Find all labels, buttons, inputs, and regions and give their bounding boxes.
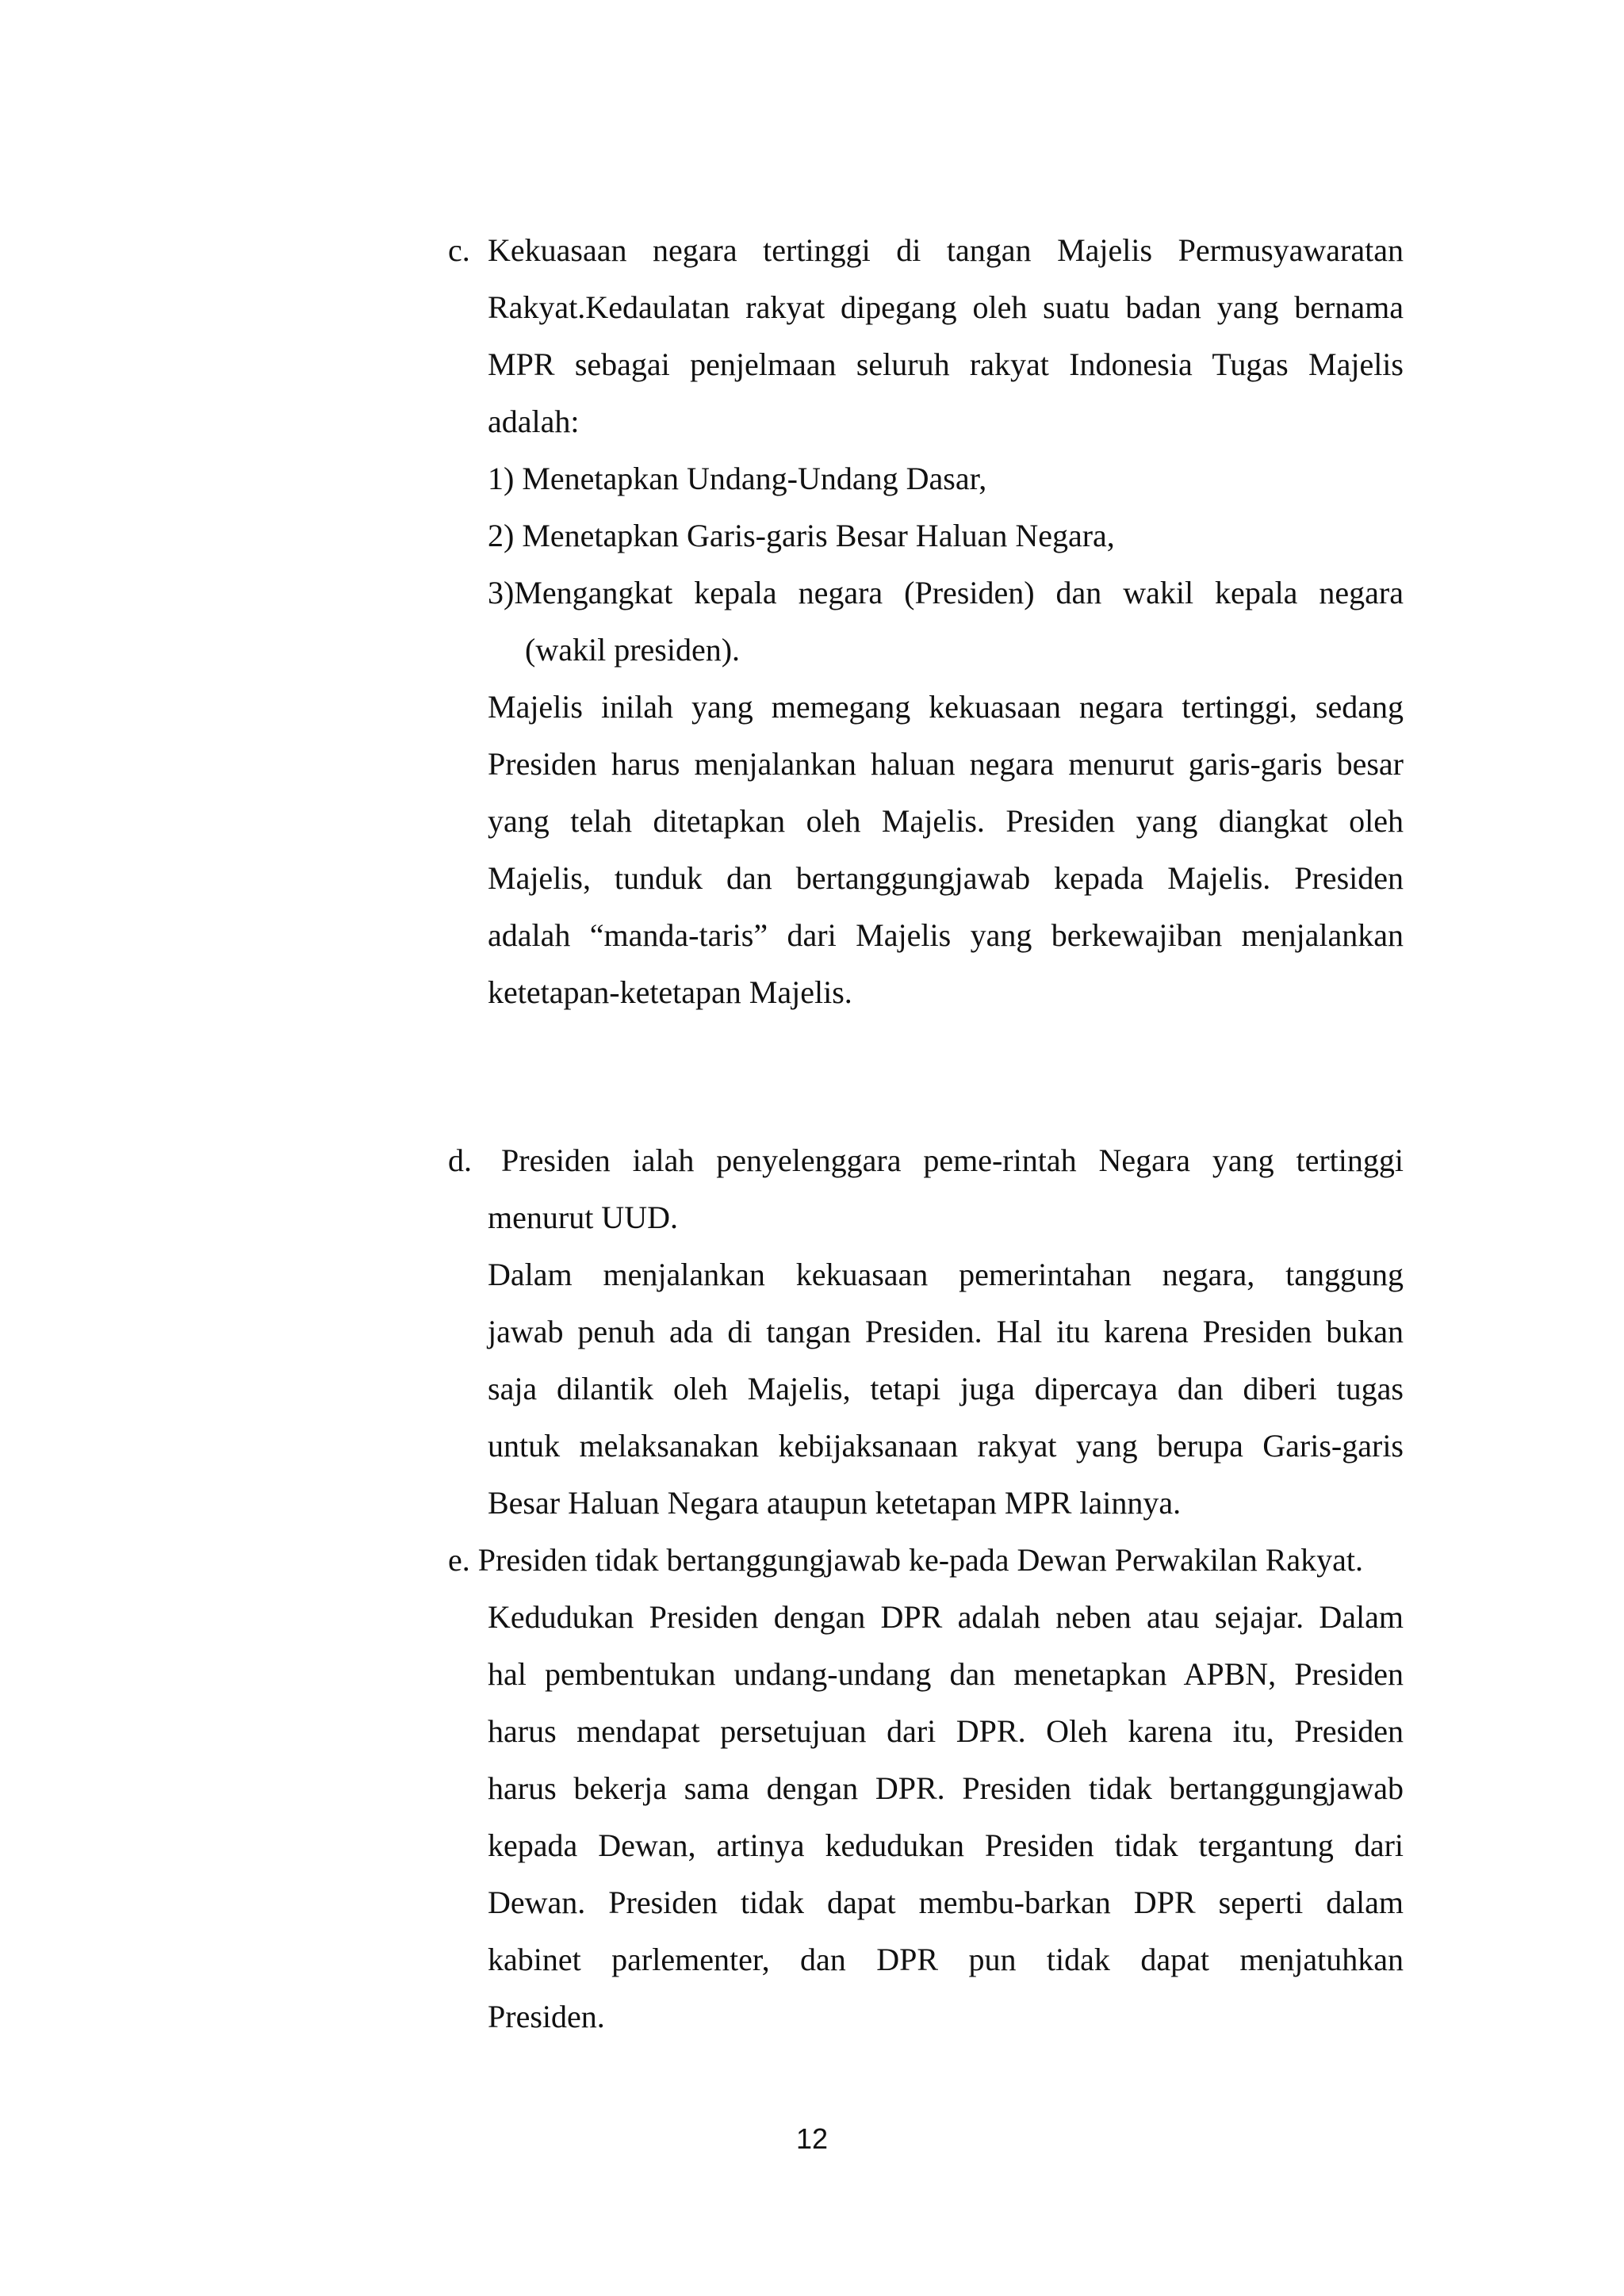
section-d-paragraph-line: saja dilantik oleh Majelis, tetapi juga dipercaya dan diberi tugas (488, 1371, 1404, 1406)
section-c-line: MPR sebagai penjelmaan seluruh rakyat Indonesia Tugas Majelis (488, 346, 1404, 382)
section-e-heading: e. Presiden tidak bertanggungjawab ke-pada Dewan Perwakilan Rakyat. (448, 1542, 1364, 1578)
section-e-paragraph-line: kabinet parlementer, dan DPR pun tidak dapat menjatuhkan (488, 1942, 1404, 1977)
section-c-paragraph-line: Majelis inilah yang memegang kekuasaan negara tertinggi, sedang (488, 689, 1404, 725)
section-e-paragraph-line: kepada Dewan, artinya kedudukan Presiden tidak tergantung dari (488, 1827, 1404, 1863)
section-e-paragraph-line: harus bekerja sama dengan DPR. Presiden tidak bertanggungjawab (488, 1770, 1404, 1806)
section-e-paragraph-line: harus mendapat persetujuan dari DPR. Oleh karena itu, Presiden (488, 1713, 1404, 1749)
section-d-paragraph-line: jawab penuh ada di tangan Presiden. Hal itu karena Presiden bukan (488, 1314, 1404, 1349)
section-d-paragraph-line: Dalam menjalankan kekuasaan pemerintahan negara, tanggung (488, 1257, 1404, 1292)
section-e-paragraph-line: Kedudukan Presiden dengan DPR adalah neben atau sejajar. Dalam (488, 1599, 1404, 1635)
section-c-paragraph-line: adalah “manda-taris” dari Majelis yang berkewajiban menjalankan (488, 917, 1404, 953)
section-d-paragraph-line: untuk melaksanakan kebijaksanaan rakyat yang berupa Garis-garis (488, 1428, 1404, 1464)
section-c-list-item: 3)Mengangkat kepala negara (Presiden) dan wakil kepala negara (488, 575, 1404, 610)
section-c-list-item: 2) Menetapkan Garis-garis Besar Haluan Negara, (488, 518, 1115, 553)
section-c-list-item: 1) Menetapkan Undang-Undang Dasar, (488, 461, 987, 496)
section-c-marker: c. (448, 232, 470, 268)
section-e-paragraph-line: hal pembentukan undang-undang dan menetapkan APBN, Presiden (488, 1656, 1404, 1692)
section-c-paragraph-line: Majelis, tunduk dan bertanggungjawab kepada Majelis. Presiden (488, 860, 1404, 896)
section-c-line: Rakyat.Kedaulatan rakyat dipegang oleh suatu badan yang bernama (488, 289, 1404, 325)
section-d-line: Presiden ialah penyelenggara peme-rintah Negara yang tertinggi (501, 1142, 1404, 1178)
section-c-paragraph-line: yang telah ditetapkan oleh Majelis. Presiden yang diangkat oleh (488, 803, 1404, 839)
section-c-line: Kekuasaan negara tertinggi di tangan Majelis Permusyawaratan (488, 232, 1404, 268)
section-d-marker: d. (448, 1142, 472, 1178)
section-d-line: menurut UUD. (488, 1200, 678, 1235)
page-number: 12 (795, 2122, 829, 2155)
section-d-paragraph-line: Besar Haluan Negara ataupun ketetapan MPR lainnya. (488, 1485, 1182, 1521)
section-e-paragraph-line: Dewan. Presiden tidak dapat membu-barkan DPR seperti dalam (488, 1885, 1404, 1920)
section-c-list-item-continuation: (wakil presiden). (525, 632, 741, 668)
section-c-paragraph-line: Presiden harus menjalankan haluan negara menurut garis-garis besar (488, 746, 1404, 782)
section-e-paragraph-line: Presiden. (488, 1999, 605, 2034)
section-c-line: adalah: (488, 404, 580, 439)
section-c-paragraph-line: ketetapan-ketetapan Majelis. (488, 974, 852, 1010)
